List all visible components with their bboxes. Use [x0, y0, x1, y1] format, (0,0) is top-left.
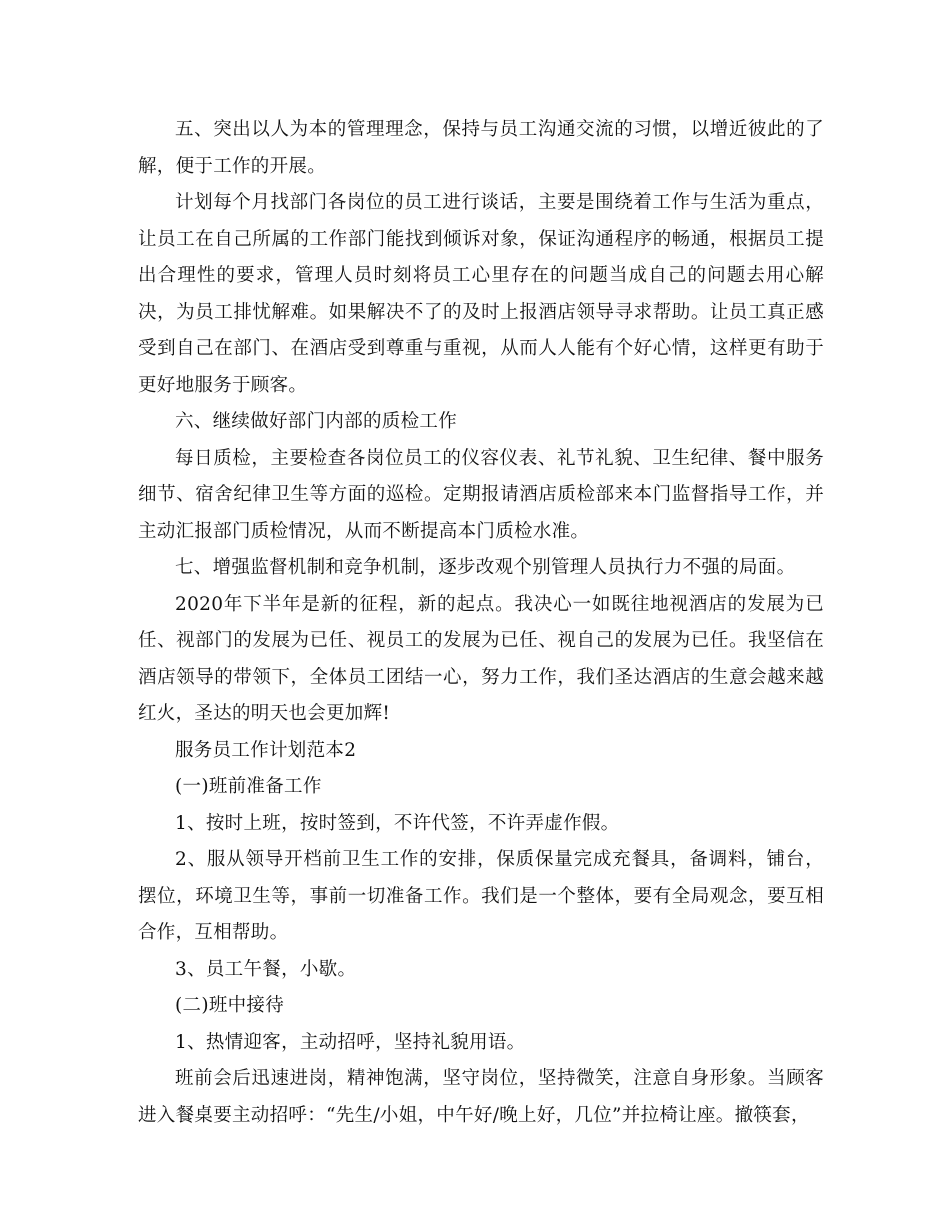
paragraph-in-shift-heading: (二)班中接待 — [175, 995, 285, 1016]
paragraph-second-half-year: 2020年下半年是新的征程，新的起点。我决心一如既往地视酒店的发展为已任、视部门的发展为已任、视员工的发展为已任、视自己的发展为已任。我坚信在酒店领导的带领下，全体员工团结一心，努力工作，我们圣达酒店的生意会越来越红火，圣达的明天也会更加辉! — [138, 593, 824, 724]
paragraph-pre-shift-item-1: 1、按时上班，按时签到，不许代签，不许弄虚作假。 — [175, 812, 620, 834]
paragraph-monthly-talks: 计划每个月找部门各岗位的员工进行谈话，主要是围绕着工作与生活为重点，让员工在自己所属的工作部门能找到倾诉对象，保证沟通程序的畅通，根据员工提出合理性的要求，管理人员时刻将员工心里存在的问题当成自己的问题去用心解决，为员工排忧解难。如果解决不了的及时上报酒店领导寻求帮助。让员工真正感受到自己在部门、在酒店受到尊重与重视，从而人人能有个好心情，这样更有助于更好地服务于顾客。 — [138, 192, 824, 396]
paragraph-pre-shift-item-2: 2、服从领导开档前卫生工作的安排，保质保量完成充餐具，备调料，铺台，摆位，环境卫生等，事前一切准备工作。我们是一个整体，要有全局观念，要互相合作，互相帮助。 — [138, 849, 824, 943]
paragraph-section-seven-heading: 七、增强监督机制和竞争机制，逐步改观个别管理人员执行力不强的局面。 — [175, 557, 796, 578]
paragraph-section-five-heading: 五、突出以人为本的管理理念，保持与员工沟通交流的习惯，以增近彼此的了解，便于工作的开展。 — [138, 119, 824, 177]
paragraph-pre-shift-item-3: 3、员工午餐，小歇。 — [175, 958, 357, 980]
paragraph-section-six-heading: 六、继续做好部门内部的质检工作 — [175, 411, 458, 432]
document-body — [138, 112, 824, 1134]
paragraph-greeting-guests: 班前会后迅速进岗，精神饱满，坚守岗位，坚持微笑，注意自身形象。当顾客进入餐桌要主动招呼：“先生/小姐，中午好/晚上好，几位”并拉椅让座。撤筷套， — [138, 1068, 824, 1126]
paragraph-template-two-title: 服务员工作计划范本2 — [175, 739, 357, 761]
paragraph-daily-inspection: 每日质检，主要检查各岗位员工的仪容仪表、礼节礼貌、卫生纪律、餐中服务细节、宿舍纪律卫生等方面的巡检。定期报请酒店质检部来本门监督指导工作，并主动汇报部门质检情况，从而不断提高本门质检水准。 — [138, 447, 824, 542]
paragraph-pre-shift-heading: (一)班前准备工作 — [175, 776, 322, 797]
paragraph-in-shift-item-1: 1、热情迎客，主动招呼，坚持礼貌用语。 — [175, 1031, 526, 1053]
